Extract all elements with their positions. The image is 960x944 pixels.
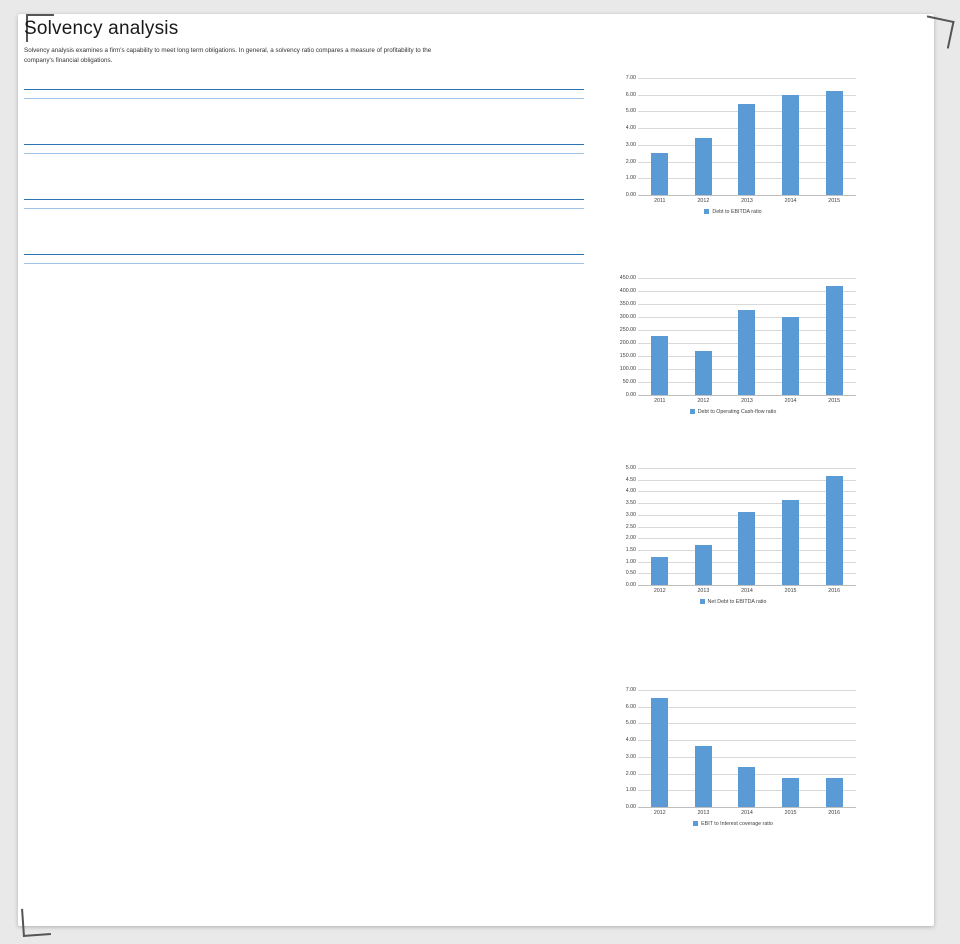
- ratio-row-label: [24, 254, 253, 263]
- chart-x-tick-label: 2012: [653, 588, 666, 594]
- legend-swatch-icon: [700, 599, 705, 604]
- ratio-value: [385, 254, 451, 263]
- ratio-bar-chart: [608, 75, 858, 215]
- chart-bar: [782, 500, 799, 586]
- chart-y-tick-label: 0.00: [625, 582, 636, 588]
- chart-y-tick-label: 6.00: [625, 703, 636, 710]
- chart-y-tick-label: 100.00: [619, 366, 636, 372]
- chart-legend-label: Debt to EBITDA ratio: [712, 209, 762, 215]
- chart-x-tick-label: 2016: [828, 588, 841, 594]
- significance-table: [112, 163, 492, 178]
- chart-y-tick-label: 200.00: [619, 340, 636, 346]
- page-title: Solvency analysis: [24, 18, 179, 39]
- ratio-section-body: [24, 249, 584, 288]
- ratio-bar-chart: [608, 275, 858, 415]
- legend-swatch-icon: [690, 409, 695, 414]
- chart-y-tick-label: 5.00: [625, 720, 636, 727]
- chart-bars: [638, 690, 856, 808]
- ratio-value: [452, 89, 518, 98]
- ratio-value: [452, 254, 518, 263]
- ratio-value: [253, 199, 319, 208]
- chart-y-tick-label: 3.00: [625, 141, 636, 148]
- ratio-value: [253, 254, 319, 263]
- significance-value: [262, 230, 492, 233]
- ratio-section-body: [24, 84, 584, 123]
- chart-bar: [826, 476, 843, 586]
- chart-y-tick-label: 1.50: [625, 546, 636, 553]
- chart-x-tick-label: 2011: [654, 398, 666, 404]
- ratio-bar-chart: [608, 465, 858, 605]
- chart-bar: [826, 286, 843, 396]
- chart-x-axis: [638, 807, 856, 808]
- ratio-table: [24, 84, 584, 99]
- chart-x-tick-label: 2015: [828, 198, 841, 204]
- chart-x-tick-label: 2013: [741, 198, 753, 204]
- ratio-row-label: [24, 199, 253, 208]
- chart-y-tick-label: 3.00: [625, 753, 636, 760]
- significance-row: [112, 230, 492, 233]
- chart-bars: [638, 468, 856, 586]
- ratio-row-label: [24, 89, 253, 98]
- chart-y-tick-label: 0.00: [625, 392, 636, 398]
- chart-plot-area: [608, 75, 858, 198]
- chart-bar: [651, 336, 668, 396]
- chart-y-tick-label: 2.00: [625, 535, 636, 542]
- chart-x-tick-label: 2013: [697, 810, 710, 816]
- chart-x-labels: [638, 588, 856, 594]
- ratio-value: [518, 199, 584, 208]
- chart-y-tick-label: 2.50: [625, 523, 636, 530]
- chart-legend-label: EBIT to Interest coverage ratio: [701, 821, 773, 827]
- chart-x-tick-label: 2016: [828, 810, 841, 816]
- ratio-value: [452, 144, 518, 153]
- chart-y-tick-label: 150.00: [619, 353, 636, 359]
- chart-y-tick-label: 250.00: [619, 327, 636, 333]
- chart-bar: [651, 153, 668, 196]
- chart-y-tick-label: 0.00: [625, 804, 636, 810]
- chart-x-axis: [638, 395, 856, 396]
- chart-bars: [638, 78, 856, 196]
- chart-legend: [608, 599, 858, 605]
- chart-bar: [738, 512, 755, 586]
- chart-bar: [782, 778, 799, 808]
- significance-table: [112, 218, 492, 233]
- chart-y-tick-label: 4.00: [625, 737, 636, 744]
- significance-row: [112, 175, 492, 178]
- chart-y-tick-label: 1.00: [625, 558, 636, 565]
- chart-bar: [826, 778, 843, 808]
- chart-y-tick-label: 2.00: [625, 770, 636, 777]
- chart-legend-label: Debt to Operating Cash-flow ratio: [697, 409, 777, 415]
- significance-value: [262, 175, 492, 178]
- chart-y-tick-label: 300.00: [619, 314, 636, 320]
- chart-y-tick-label: 2.00: [625, 158, 636, 165]
- ratio-bar-chart: [608, 687, 858, 827]
- chart-x-tick-label: 2015: [784, 810, 797, 816]
- chart-y-tick-label: 3.50: [625, 500, 636, 507]
- chart-x-tick-label: 2012: [653, 810, 666, 816]
- chart-x-tick-label: 2014: [741, 810, 753, 816]
- chart-x-labels: [638, 398, 856, 404]
- ratio-section-body: [24, 139, 584, 178]
- ratio-value: [319, 254, 385, 263]
- ratio-table: [24, 249, 584, 264]
- ratio-section-body: [24, 194, 584, 233]
- chart-legend: [608, 209, 858, 215]
- chart-bar: [651, 557, 668, 586]
- chart-legend: [608, 409, 858, 415]
- chart-legend-label: Net Debt to EBITDA ratio: [707, 599, 767, 605]
- chart-x-tick-label: 2014: [784, 198, 797, 204]
- chart-y-tick-label: 6.00: [625, 91, 636, 98]
- chart-x-tick-label: 2013: [697, 588, 710, 594]
- ratio-table: [24, 139, 584, 154]
- chart-bar: [782, 317, 799, 396]
- chart-x-tick-label: 2011: [654, 198, 666, 204]
- chart-x-tick-label: 2012: [697, 198, 710, 204]
- document-intro: Solvency analysis examines a firm's capability to meet long term obligations. In general, a solvency ratio compares a measure of profitability to the company's financial obligations.: [24, 47, 432, 64]
- chart-y-tick-label: 7.00: [625, 75, 636, 81]
- ratio-value: [452, 199, 518, 208]
- chart-x-tick-label: 2014: [784, 398, 797, 404]
- chart-x-axis: [638, 585, 856, 586]
- chart-bar: [738, 310, 755, 396]
- chart-plot-area: [608, 275, 858, 398]
- chart-y-tick-label: 5.00: [625, 108, 636, 115]
- chart-y-tick-label: 5.00: [625, 465, 636, 471]
- chart-x-tick-label: 2015: [784, 588, 797, 594]
- chart-y-tick-label: 4.00: [625, 125, 636, 132]
- ratio-row-label: [24, 144, 253, 153]
- chart-plot-area: [608, 687, 858, 810]
- chart-y-tick-label: 0.00: [625, 192, 636, 198]
- ratio-value: [518, 144, 584, 153]
- chart-x-tick-label: 2013: [741, 398, 753, 404]
- chart-y-tick-label: 7.00: [625, 687, 636, 693]
- ratio-value: [518, 89, 584, 98]
- chart-x-tick-label: 2015: [828, 398, 841, 404]
- chart-y-tick-label: 400.00: [619, 288, 636, 294]
- significance-table: [112, 108, 492, 123]
- ratio-value: [319, 89, 385, 98]
- ratio-value: [385, 89, 451, 98]
- ratio-value: [518, 254, 584, 263]
- range-value: [112, 120, 262, 123]
- chart-bar: [695, 351, 712, 396]
- chart-bar: [738, 104, 755, 196]
- chart-bar: [782, 95, 799, 196]
- significance-value: [262, 120, 492, 123]
- chart-legend: [608, 821, 858, 827]
- crop-mark-top-right: [921, 15, 954, 48]
- chart-x-tick-label: 2012: [697, 398, 710, 404]
- chart-x-labels: [638, 810, 856, 816]
- chart-bar: [651, 698, 668, 808]
- chart-y-tick-label: 4.00: [625, 488, 636, 495]
- chart-y-tick-label: 4.50: [625, 476, 636, 483]
- chart-y-tick-label: 0.50: [625, 570, 636, 577]
- ratio-value: [385, 144, 451, 153]
- chart-y-tick-label: 1.00: [625, 175, 636, 182]
- ratio-value: [319, 144, 385, 153]
- ratio-value: [385, 199, 451, 208]
- chart-bar: [695, 746, 712, 808]
- chart-bar: [695, 545, 712, 586]
- chart-x-tick-label: 2014: [741, 588, 753, 594]
- chart-y-tick-label: 1.00: [625, 787, 636, 794]
- ratio-value: [253, 144, 319, 153]
- chart-y-tick-label: 3.00: [625, 511, 636, 518]
- chart-y-tick-label: 350.00: [619, 301, 636, 307]
- chart-x-labels: [638, 198, 856, 204]
- chart-x-axis: [638, 195, 856, 196]
- ratio-value: [253, 89, 319, 98]
- range-value: [112, 175, 262, 178]
- chart-plot-area: [608, 465, 858, 588]
- chart-y-tick-label: 50.00: [622, 379, 636, 385]
- chart-bar: [695, 138, 712, 196]
- significance-value: [262, 285, 492, 288]
- significance-row: [112, 120, 492, 123]
- range-value: [112, 230, 262, 233]
- ratio-table: [24, 194, 584, 209]
- chart-bar: [826, 91, 843, 196]
- range-value: [112, 285, 262, 288]
- crop-mark-bottom-left: [21, 907, 51, 937]
- chart-bar: [738, 767, 755, 808]
- legend-swatch-icon: [704, 209, 709, 214]
- significance-table: [112, 273, 492, 288]
- significance-row: [112, 285, 492, 288]
- chart-bars: [638, 278, 856, 396]
- legend-swatch-icon: [693, 821, 698, 826]
- ratio-value: [319, 199, 385, 208]
- chart-y-tick-label: 450.00: [619, 275, 636, 281]
